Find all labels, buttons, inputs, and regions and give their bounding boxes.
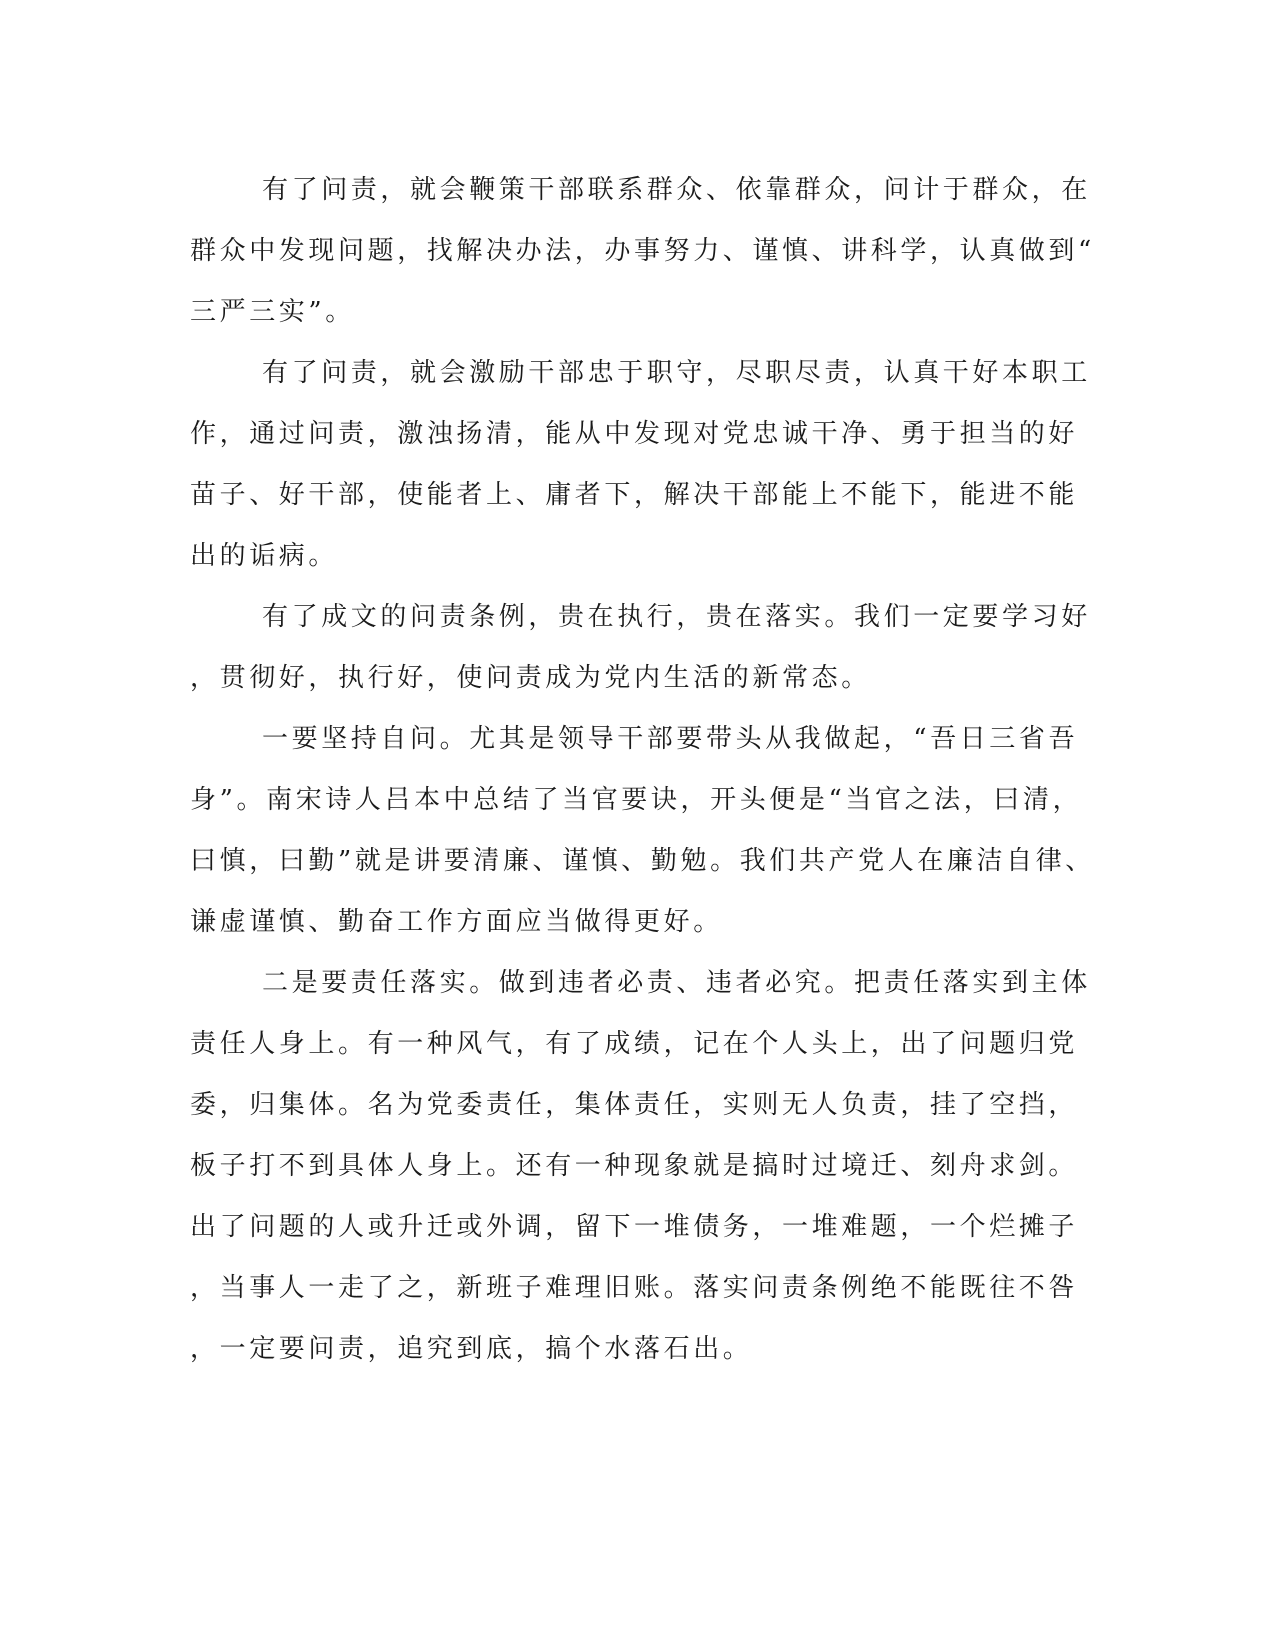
text-line: ，贯彻好，执行好，使问责成为党内生活的新常态。 [190,663,871,693]
text-line: 出的诟病。 [190,541,339,571]
text-line: 有了成文的问责条例，贵在执行，贵在落实。我们一定要学习好 [262,602,1091,632]
text-line: 二是要责任落实。做到违者必责、违者必究。把责任落实到主体 [262,968,1091,998]
text-line: 板子打不到具体人身上。还有一种现象就是搞时过境迁、刻舟求剑。 [190,1151,1079,1181]
paragraph [190,160,1095,343]
paragraph [190,709,1095,953]
paragraph [190,343,1091,587]
text-line: ，当事人一走了之，新班子难理旧账。落实问责条例绝不能既往不咎 [190,1273,1079,1303]
text-line: 责任人身上。有一种风气，有了成绩，记在个人头上，出了问题归党 [190,1029,1079,1059]
text-line: 作，通过问责，激浊扬清，能从中发现对党忠诚干净、勇于担当的好 [190,419,1079,449]
text-line: ，一定要问责，追究到底，搞个水落石出。 [190,1334,753,1364]
text-line: 委，归集体。名为党委责任，集体责任，实则无人负责，挂了空挡， [190,1090,1079,1120]
document-body [190,160,1095,1380]
text-line: 有了问责，就会鞭策干部联系群众、依靠群众，问计于群众，在 [262,175,1091,205]
text-line: 苗子、好干部，使能者上、庸者下，解决干部能上不能下，能进不能 [190,480,1079,510]
text-line: 出了问题的人或升迁或外调，留下一堆债务，一堆难题，一个烂摊子 [190,1212,1079,1242]
text-line: 身”。南宋诗人吕本中总结了当官要诀，开头便是“当官之法，曰清， [190,785,1083,815]
text-line: 谦虚谨慎、勤奋工作方面应当做得更好。 [190,907,723,937]
text-line: 曰慎，曰勤”就是讲要清廉、谨慎、勤勉。我们共产党人在廉洁自律、 [190,846,1095,876]
text-line: 有了问责，就会激励干部忠于职守，尽职尽责，认真干好本职工 [262,358,1091,388]
text-line: 一要坚持自问。尤其是领导干部要带头从我做起，“吾日三省吾 [262,724,1079,754]
paragraph [190,953,1091,1380]
text-line: 三严三实”。 [190,297,355,327]
paragraph [190,587,1091,709]
text-line: 群众中发现问题，找解决办法，办事努力、谨慎、讲科学，认真做到“ [190,236,1095,266]
